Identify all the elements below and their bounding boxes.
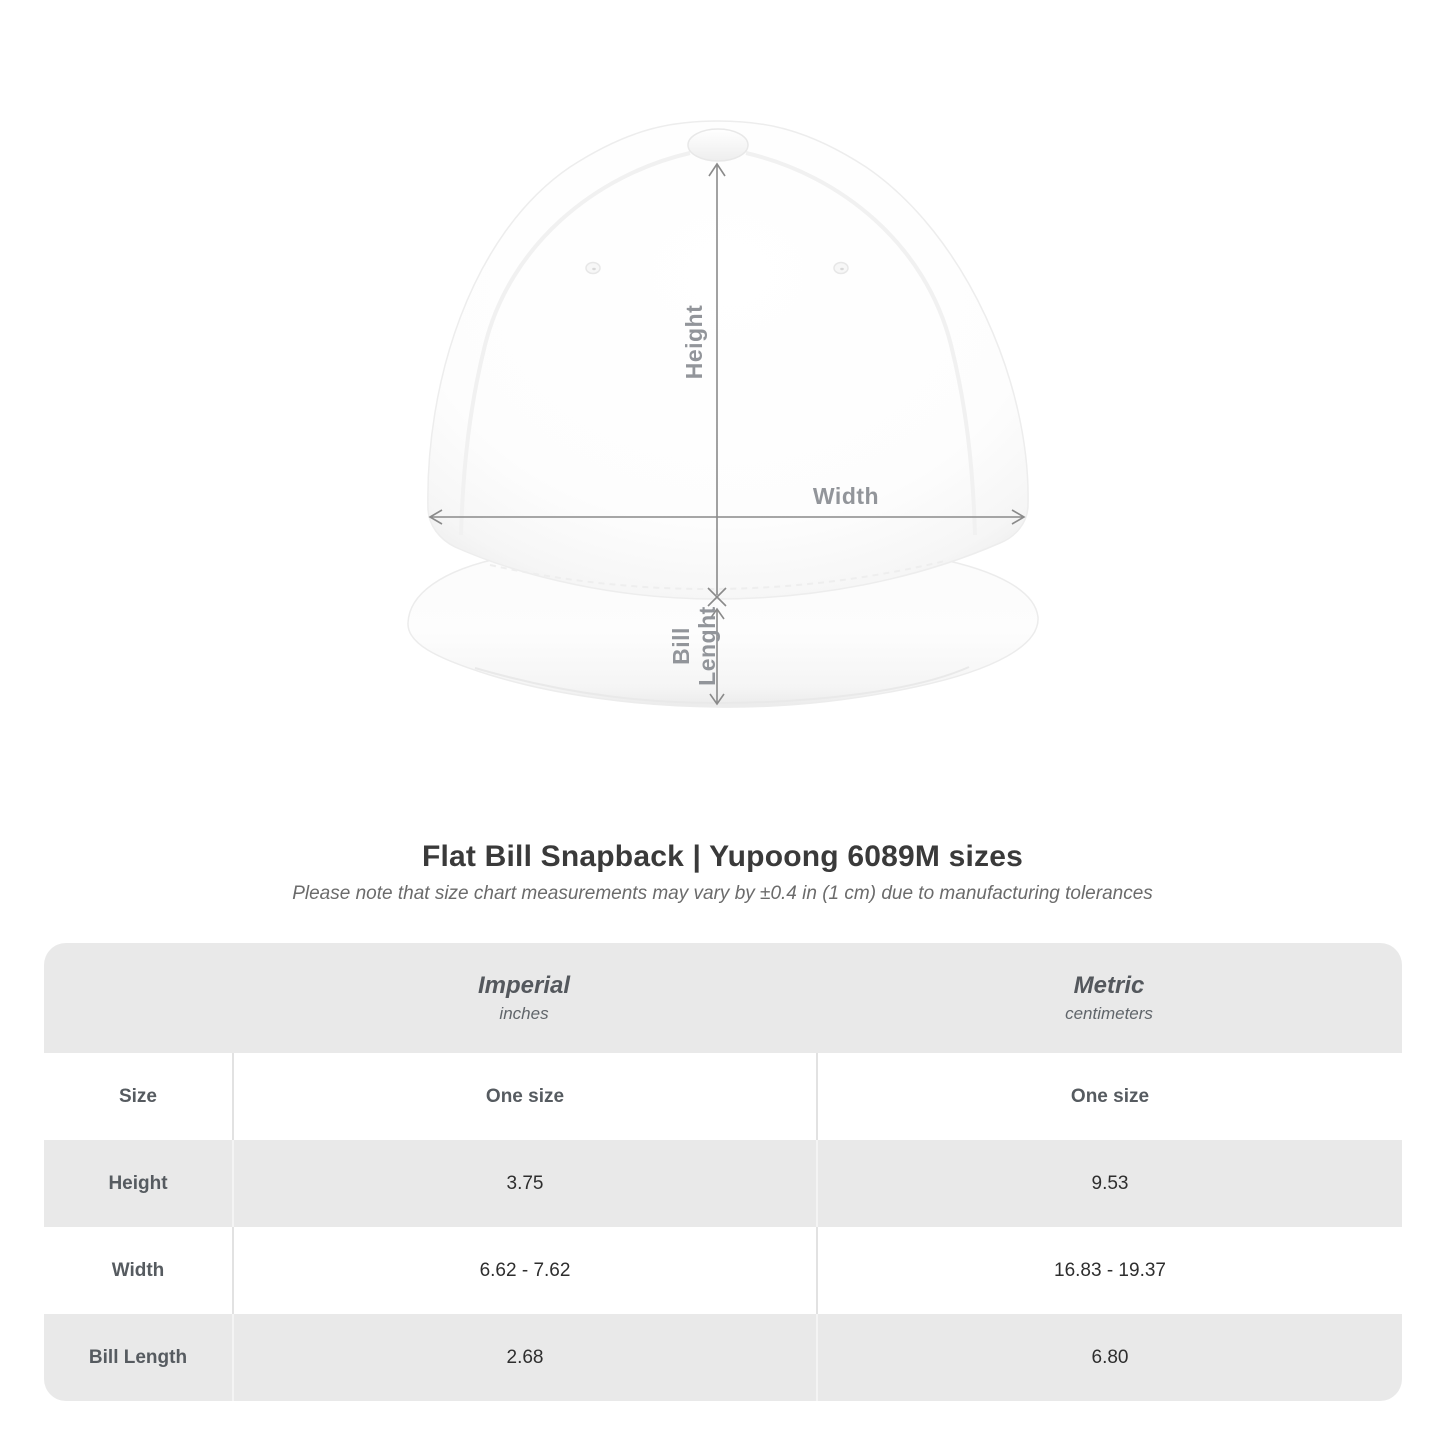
size-chart-table bbox=[44, 943, 1402, 1401]
table-header bbox=[44, 943, 1402, 1053]
imperial-value: 3.75 bbox=[232, 1140, 816, 1227]
row-label: Bill Length bbox=[88, 1346, 188, 1368]
imperial-title: Imperial bbox=[477, 972, 571, 999]
imperial-value: 6.62 - 7.62 bbox=[232, 1227, 816, 1314]
metric-value: 6.80 bbox=[816, 1314, 1402, 1401]
table-row-bill-length bbox=[44, 1314, 1402, 1401]
hat-eyelet-left bbox=[586, 263, 600, 274]
tolerance-note: Please note that size chart measurements may vary by ±0.4 in (1 cm) due to manufacturing tolerances bbox=[292, 883, 1153, 904]
metric-value: One size bbox=[816, 1053, 1402, 1140]
hat-button bbox=[688, 129, 748, 161]
product-measurement-figure bbox=[395, 105, 1045, 755]
imperial-value: 2.68 bbox=[232, 1314, 816, 1401]
metric-unit: centimeters bbox=[1065, 1004, 1153, 1023]
imperial-value: One size bbox=[232, 1053, 816, 1140]
hat-crown bbox=[428, 121, 1028, 599]
bill-length-measure-label-line1: Bill bbox=[668, 627, 694, 665]
height-measure-label: Height bbox=[681, 304, 707, 380]
metric-value: 9.53 bbox=[816, 1140, 1402, 1227]
table-row-size bbox=[44, 1053, 1402, 1140]
metric-value: 16.83 - 19.37 bbox=[816, 1227, 1402, 1314]
row-label: Height bbox=[108, 1172, 168, 1194]
header-imperial bbox=[232, 943, 816, 1053]
table-row-height bbox=[44, 1140, 1402, 1227]
header-metric bbox=[816, 943, 1402, 1053]
page-title: Flat Bill Snapback | Yupoong 6089M sizes bbox=[421, 840, 1023, 873]
bill-length-measure-label-line2: Lenght bbox=[694, 606, 720, 686]
hat-eyelet-right bbox=[834, 263, 848, 274]
imperial-unit: inches bbox=[499, 1004, 549, 1023]
row-label: Width bbox=[111, 1259, 165, 1281]
row-label: Size bbox=[118, 1085, 158, 1107]
metric-title: Metric bbox=[1073, 972, 1145, 999]
snapback-hat-image bbox=[395, 105, 1045, 755]
header-spacer bbox=[44, 943, 232, 1053]
table-row-width bbox=[44, 1227, 1402, 1314]
width-measure-label: Width bbox=[812, 483, 880, 509]
